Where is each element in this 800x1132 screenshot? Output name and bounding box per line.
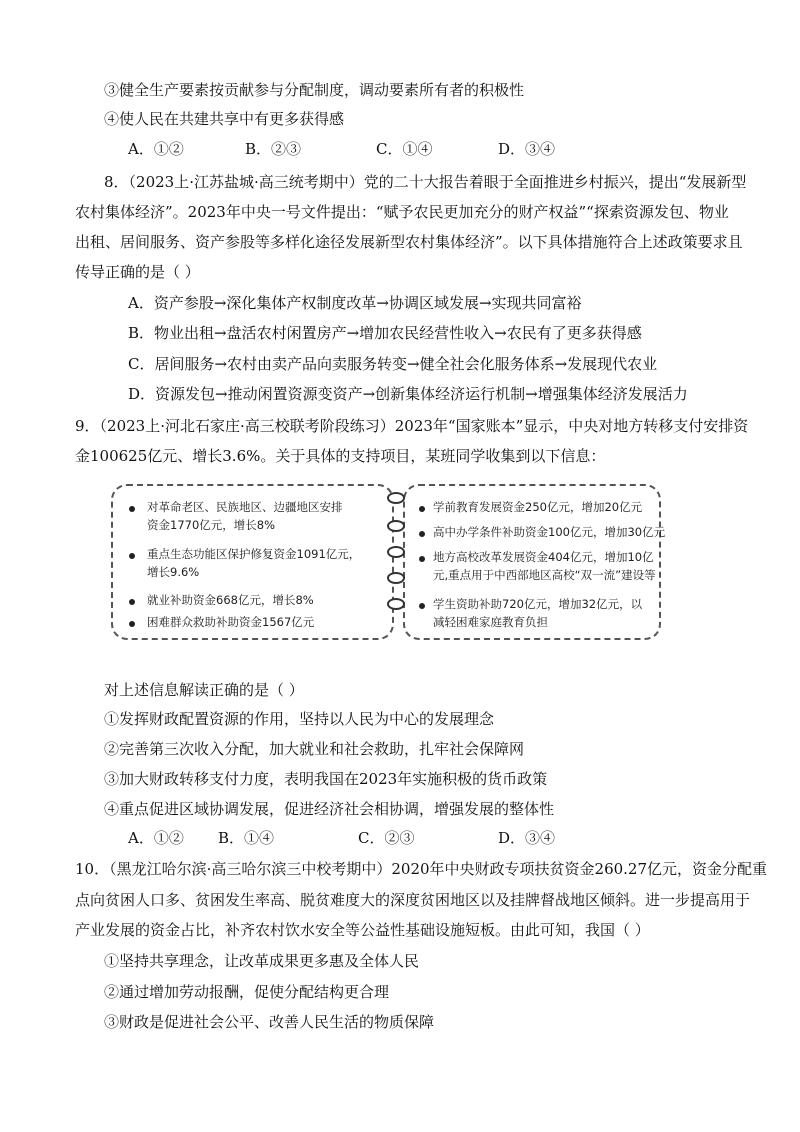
q8-option-b[interactable]: B．物业出租→盘活农村闲置房产→增加农民经营性收入→农民有了更多获得感 bbox=[128, 324, 642, 342]
q8-stem-line2: 农村集体经济”。2023年中央一号文件提出：“赋予农民更加充分的财产权益”“探索资源发包、物业 bbox=[75, 203, 729, 221]
q9-stem-line2: 金100625亿元、增长3.6%。关于具体的支持项目，某班同学收集到以下信息： bbox=[75, 447, 606, 465]
q7-option-d[interactable]: D．③④ bbox=[498, 140, 556, 158]
q9-question: 对上述信息解读正确的是（ ） bbox=[104, 681, 304, 699]
q10-stem-line3: 产业发展的资金占比，补齐农村饮水安全等公益性基础设施短板。由此可知，我国（ ） bbox=[75, 921, 650, 939]
left-item-1: 对革命老区、民族地区、边疆地区安排 资金1770亿元，增长8% bbox=[147, 500, 343, 532]
q9-option-a[interactable]: A．①② bbox=[128, 829, 184, 847]
q7-item-4: ④使人民在共建共享中有更多获得感 bbox=[104, 110, 345, 128]
bullet-icon bbox=[129, 553, 135, 559]
q9-option-b[interactable]: B．①④ bbox=[218, 829, 275, 847]
bullet-icon bbox=[419, 531, 425, 537]
q8-stem-line1: 8．（2023上·江苏盐城·高三统考期中）党的二十大报告着眼于全面推进乡村振兴，提出“发展新型 bbox=[104, 173, 747, 191]
right-item-2: 高中办学条件补助资金100亿元，增加30亿元 bbox=[433, 525, 666, 539]
q8-stem-line3: 出租、居间服务、资产参股等多样化途径发展新型农村集体经济”。以下具体措施符合上述政策要求且 bbox=[75, 233, 743, 251]
left-item-3: 就业补助资金668亿元，增长8% bbox=[147, 593, 314, 607]
binder-ring-icon bbox=[387, 492, 405, 504]
q10-stem-line2: 点向贫困人口多、贫困发生率高、脱贫难度大的深度贫困地区以及挂牌督战地区倾斜。进一步提高用于 bbox=[75, 891, 751, 909]
q10-stem-line1: 10．（黑龙江哈尔滨·高三哈尔滨三中校考期中）2020年中央财政专项扶贫资金260.27亿元，资金分配重 bbox=[75, 860, 768, 878]
bullet-icon bbox=[129, 621, 135, 627]
binder-ring-icon bbox=[387, 572, 405, 584]
bullet-icon bbox=[129, 506, 135, 512]
q9-item-1: ①发挥财政配置资源的作用，坚持以人民为中心的发展理念 bbox=[104, 710, 495, 728]
q9-option-c[interactable]: C．②③ bbox=[358, 829, 415, 847]
bullet-icon bbox=[419, 603, 425, 609]
q8-stem-line4: 传导正确的是（ ） bbox=[75, 263, 200, 281]
q7-option-b[interactable]: B．②③ bbox=[245, 140, 302, 158]
binder-ring-icon bbox=[387, 546, 405, 558]
left-item-4: 困难群众救助补助资金1567亿元 bbox=[147, 615, 315, 629]
q10-item-3: ③财政是促进社会公平、改善人民生活的物质保障 bbox=[104, 1013, 435, 1031]
left-item-2: 重点生态功能区保护修复资金1091亿元， 增长9.6% bbox=[147, 547, 361, 579]
q9-option-d[interactable]: D．③④ bbox=[498, 829, 556, 847]
q10-item-1: ①坚持共享理念，让改革成果更多惠及全体人民 bbox=[104, 952, 420, 970]
right-item-1: 学前教育发展资金250亿元，增加20亿元 bbox=[433, 500, 643, 514]
q9-notebook-figure bbox=[111, 484, 666, 642]
q9-item-4: ④重点促进区域协调发展，促进经济社会相协调，增强发展的整体性 bbox=[104, 800, 555, 818]
q9-item-2: ②完善第三次收入分配，加大就业和社会救助，扎牢社会保障网 bbox=[104, 740, 525, 758]
q7-item-3: ③健全生产要素按贡献参与分配制度，调动要素所有者的积极性 bbox=[104, 81, 525, 99]
q9-stem-line1: 9．（2023上·河北石家庄·高三校联考阶段练习）2023年“国家账本”显示，中央对地方转移支付安排资 bbox=[75, 417, 749, 435]
q7-option-a[interactable]: A．①② bbox=[128, 140, 184, 158]
right-item-3: 地方高校改革发展资金404亿元，增加10亿 元,重点用于中西部地区高校“双一流”建设等 bbox=[433, 550, 656, 582]
bullet-icon bbox=[419, 506, 425, 512]
q10-item-2: ②通过增加劳动报酬，促使分配结构更合理 bbox=[104, 983, 390, 1001]
bullet-icon bbox=[419, 556, 425, 562]
q8-option-c[interactable]: C．居间服务→农村由卖产品向卖服务转变→健全社会化服务体系→发展现代农业 bbox=[128, 355, 658, 373]
q7-option-c[interactable]: C．①④ bbox=[376, 140, 433, 158]
q8-option-a[interactable]: A．资产参股→深化集体产权制度改革→协调区域发展→实现共同富裕 bbox=[128, 294, 582, 312]
q8-option-d[interactable]: D．资源发包→推动闲置资源变资产→创新集体经济运行机制→增强集体经济发展活力 bbox=[128, 385, 688, 403]
q9-item-3: ③加大财政转移支付力度，表明我国在2023年实施积极的货币政策 bbox=[104, 770, 548, 788]
right-item-4: 学生资助补助720亿元，增加32亿元，以 减轻困难家庭教育负担 bbox=[433, 597, 643, 629]
binder-ring-icon bbox=[387, 520, 405, 532]
binder-ring-icon bbox=[387, 598, 405, 610]
bullet-icon bbox=[129, 599, 135, 605]
